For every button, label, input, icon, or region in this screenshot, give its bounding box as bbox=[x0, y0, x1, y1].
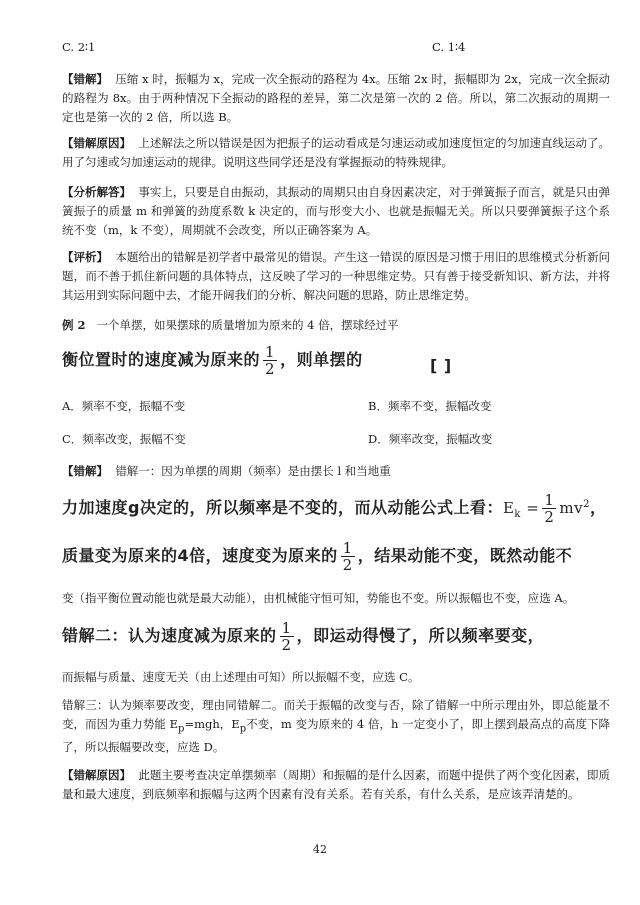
mass-velocity-text: 质量变为原来的4倍，速度变为原来的 bbox=[62, 546, 338, 565]
question-text: 衡位置时的速度减为原来的 bbox=[62, 350, 261, 369]
answer-bracket: [ ] bbox=[430, 356, 452, 375]
ek-symbol: $E_k$ = bbox=[502, 499, 540, 520]
kinetic-energy-line bbox=[62, 492, 606, 525]
energy-conservation-line: 变（指平衡位置动能也就是最大动能），由机械能守恒可知，势能也不变。所以振幅也不变，应选 A。 bbox=[62, 591, 575, 605]
wrong-solution-text: 压缩 x 时，振幅为 x，完成一次全振动的路程为 4x。压缩 2x 时，振幅即为 2x，完成一次全振动的路程为 8x。由于两种情况下全振动的路程的差异，第二次是第一次的 2 倍。所以，第二次振动的周期一定也是第一次的 2 倍，所以选 B。 bbox=[62, 72, 611, 124]
example-label: 例 2 bbox=[62, 318, 86, 332]
option-c-top: C. 2∶1 bbox=[62, 40, 96, 54]
tag-error-solution: 【错解】 bbox=[62, 464, 108, 478]
amplitude-line: 而振幅与质量、速度无关（由上述理由可知）所以振幅不变，应选 C。 bbox=[62, 670, 420, 684]
fraction-half: $\frac{1}{2}$ bbox=[265, 343, 276, 378]
final-reason-text: 此题主要考查决定单摆频率（周期）和振幅的是什么因素，而题中提供了两个变化因素，即质量和最大速度，到底频率和振幅与这两个因素有没有关系。若有关系，有什么关系，是应该弄清楚的。 bbox=[62, 768, 611, 801]
option-b: B．频率不变，振幅改变 bbox=[368, 399, 492, 413]
error-two-text: 错解二：认为速度减为原来的 bbox=[62, 626, 277, 645]
option-c: C．频率改变，振幅不变 bbox=[62, 432, 186, 446]
option-d-top: C. 1∶4 bbox=[432, 40, 466, 54]
question-line bbox=[62, 344, 363, 377]
tag-comment: 【评析】 bbox=[62, 250, 109, 264]
page-number: 42 bbox=[313, 843, 327, 856]
kinetic-energy-text: 力加速度g决定的，所以频率是不变的，而从动能公式上看： bbox=[62, 498, 503, 517]
mass-velocity-line bbox=[62, 540, 572, 573]
option-a: A．频率不变，振幅不变 bbox=[62, 399, 186, 413]
paragraph-comment bbox=[62, 248, 610, 305]
paragraph-analysis bbox=[62, 183, 610, 240]
paragraph-final-reason bbox=[62, 766, 610, 804]
paragraph-error-three: 错解三：认为频率要改变，理由同错解二。而关于振幅的改变与否，除了错解一中所示理由外，即总能量不变，而因为重力势能 $E_p=mgh$，$E_p$不变，m 变为原来的 4 倍，h 一定变小了，即上摆到最高点的高度下降了，所以振幅要改变，应选 D。 bbox=[62, 698, 610, 755]
tag-final-reason: 【错解原因】 bbox=[62, 768, 132, 782]
question-tail: ，则单摆的 bbox=[280, 350, 363, 369]
fraction-half: $\frac{1}{2}$ bbox=[544, 491, 555, 526]
mass-velocity-tail: ，结果动能不变，既然动能不 bbox=[357, 546, 573, 565]
tag-wrong-solution: 【错解】 bbox=[62, 72, 109, 86]
example-text: 一个单摆，如果摆球的质量增加为原来的 4 倍，摆球经过平 bbox=[96, 318, 399, 332]
comment-text: 本题给出的错解是初学者中最常见的错误。产生这一错误的原因是习惯于用旧的思维模式分析新问题，而不善于抓住新问题的具体特点，这反映了学习的一种思维定势。只有善于接受新知识、新方法，并将其运用到实际问题中去，才能开阔我们的分析、解决问题的思路，防止思维定势。 bbox=[62, 250, 611, 302]
mv-squared: $mv^2$ bbox=[559, 499, 590, 517]
error-one-line bbox=[62, 463, 391, 479]
error-two-tail: ，即运动得慢了，所以频率要变， bbox=[296, 626, 545, 645]
example-2-line bbox=[62, 317, 399, 333]
paragraph-wrong-reason bbox=[62, 134, 610, 172]
fraction-half: $\frac{1}{2}$ bbox=[342, 539, 353, 574]
tag-wrong-reason: 【错解原因】 bbox=[62, 136, 132, 150]
comma: ， bbox=[589, 498, 607, 517]
error-one-text: 错解一：因为单摆的周期（频率）是由摆长 l 和当地重 bbox=[115, 464, 391, 478]
fraction-half: $\frac{1}{2}$ bbox=[281, 619, 292, 654]
tag-analysis: 【分析解答】 bbox=[62, 185, 132, 199]
paragraph-wrong-solution bbox=[62, 70, 610, 127]
option-d: D．频率改变，振幅改变 bbox=[368, 432, 493, 446]
wrong-reason-text: 上述解法之所以错误是因为把振子的运动看成是匀速运动或加速度恒定的匀加速直线运动了。用了匀速或匀加速运动的规律。说明这些同学还是没有掌握振动的特殊规律。 bbox=[62, 136, 611, 169]
error-two-line bbox=[62, 620, 544, 653]
analysis-text: 事实上，只要是自由振动，其振动的周期只由自身因素决定，对于弹簧振子而言，就是只由弹簧振子的质量 m 和弹簧的劲度系数 k 决定的，而与形变大小、也就是振幅无关。所以只要弹簧振子这个系统不变（m，k 不变），周期就不会改变，所以正确答案为 A。 bbox=[62, 185, 611, 237]
